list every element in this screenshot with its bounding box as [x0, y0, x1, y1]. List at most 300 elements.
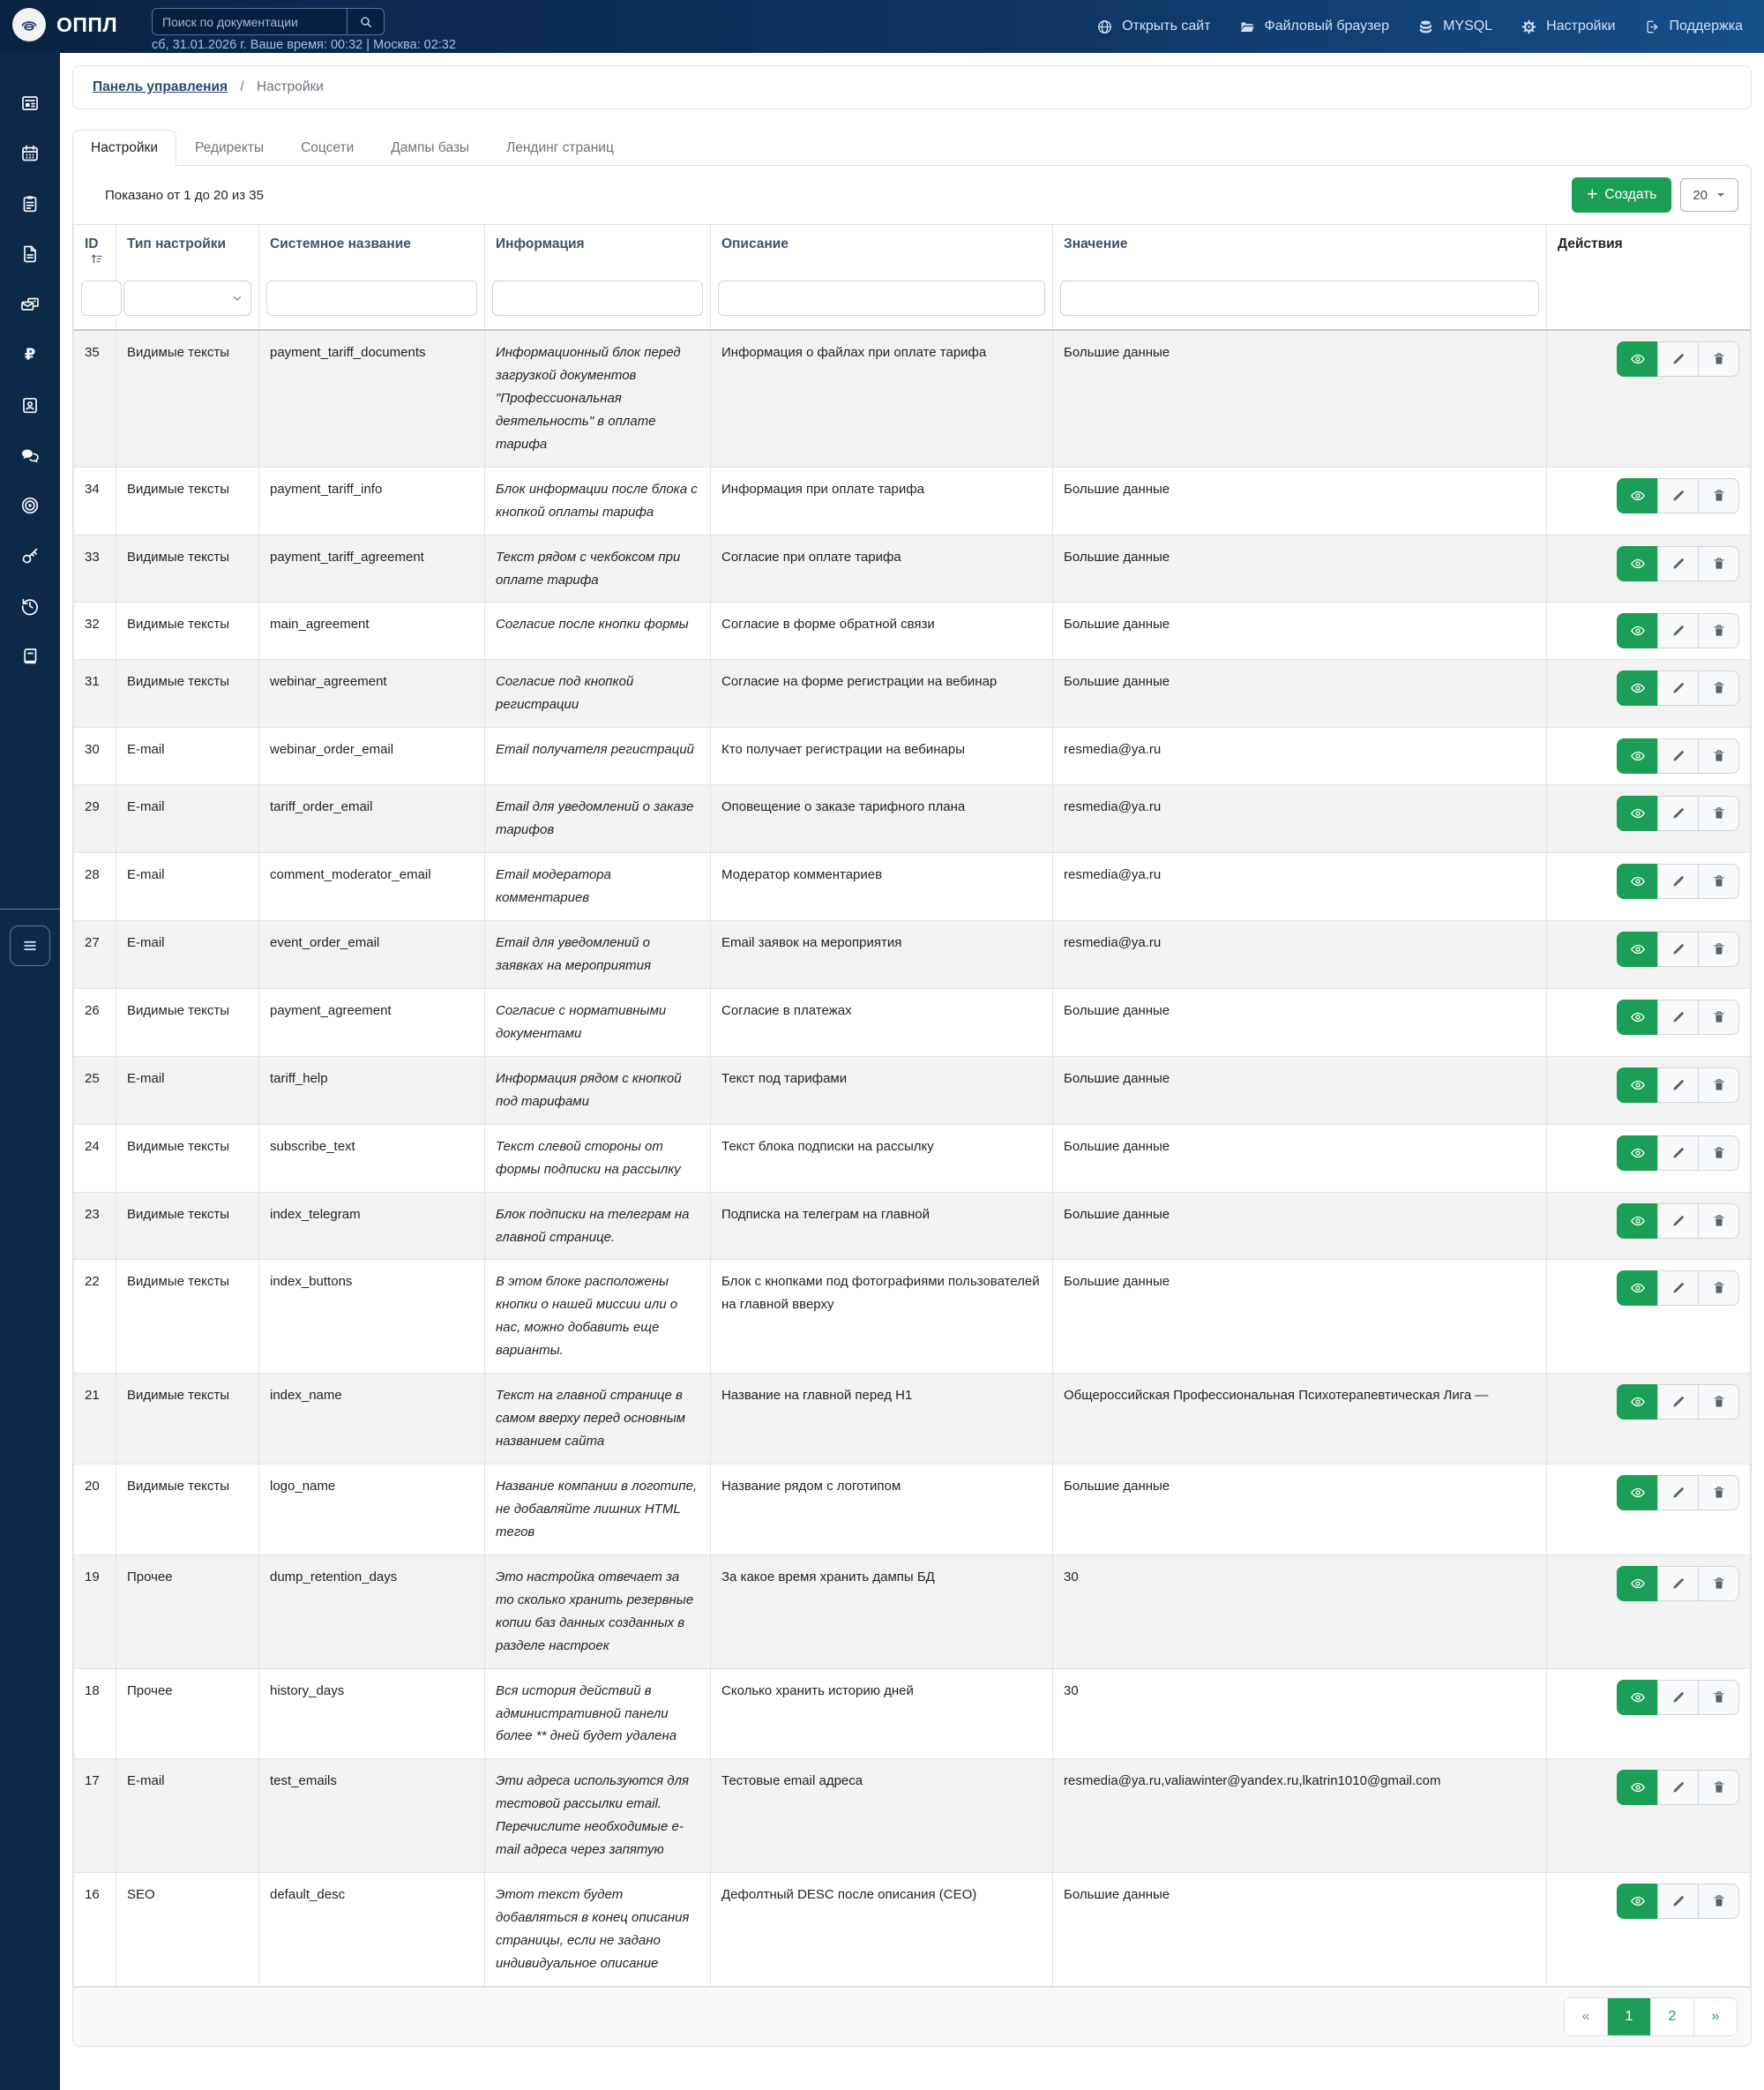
plus-icon: +	[1587, 184, 1598, 205]
view-button[interactable]	[1617, 864, 1658, 899]
edit-button[interactable]	[1657, 1135, 1699, 1171]
row-action-group	[1617, 1270, 1739, 1306]
breadcrumb-link-dashboard[interactable]: Панель управления	[93, 79, 228, 94]
badge-icon	[19, 394, 41, 416]
table-body	[74, 330, 1751, 1986]
cell-value: Большие данные	[1053, 330, 1547, 467]
top-navbar	[0, 0, 1764, 53]
cell-system-name: subscribe_text	[259, 1124, 485, 1192]
view-button[interactable]	[1617, 738, 1658, 774]
pagination	[1564, 1997, 1738, 2036]
cell-system-name: dump_retention_days	[259, 1554, 485, 1668]
column-header-значение	[1053, 225, 1547, 274]
filter-info-input[interactable]	[492, 281, 703, 316]
edit-button[interactable]	[1657, 1680, 1699, 1715]
cell-actions	[1547, 728, 1751, 785]
delete-button[interactable]	[1698, 1203, 1739, 1239]
delete-button[interactable]	[1698, 1566, 1739, 1601]
eye-icon	[1630, 1145, 1646, 1161]
tab-social[interactable]: Соцсети	[301, 140, 355, 155]
edit-button[interactable]	[1657, 864, 1699, 899]
edit-button[interactable]	[1657, 546, 1699, 581]
pencil-icon	[1671, 748, 1686, 764]
view-button[interactable]	[1617, 1203, 1658, 1239]
edit-button[interactable]	[1657, 1270, 1699, 1306]
cell-type: E-mail	[116, 1759, 259, 1873]
cell-info: Этот текст будет добавляться в конец описания страницы, если не задано индивидуальное описание	[485, 1873, 711, 1987]
settings-card	[72, 165, 1752, 2047]
pencil-icon	[1671, 623, 1686, 639]
cell-type: Видимые тексты	[116, 603, 259, 660]
mail-icon	[19, 294, 41, 315]
sidebar-item-target[interactable]	[0, 480, 60, 530]
pagination-page-1-button[interactable]: 1	[1607, 1998, 1650, 2035]
cell-actions	[1547, 785, 1751, 853]
cell-info: Название компании в логотипе, не добавляйте лишних HTML тегов	[485, 1464, 711, 1555]
sidebar-item-book[interactable]	[0, 631, 60, 681]
cell-system-name: tariff_order_email	[259, 785, 485, 853]
navbar-link-label: Файловый браузер	[1264, 19, 1390, 34]
delete-button[interactable]	[1698, 1680, 1739, 1715]
navbar-link-settings[interactable]	[1521, 19, 1615, 35]
column-header-тип-настройки	[116, 225, 259, 274]
filter-description-input[interactable]	[718, 281, 1045, 316]
sidebar-item-calendar[interactable]	[0, 128, 60, 178]
cell-value: 30	[1053, 1554, 1547, 1668]
cell-info: Согласие под кнопкой регистрации	[485, 660, 711, 728]
filter-type-select[interactable]	[123, 281, 251, 316]
book-icon	[19, 646, 41, 667]
sidebar-toggle-button[interactable]	[10, 925, 50, 966]
search-input[interactable]	[153, 9, 347, 34]
table-row	[74, 988, 1751, 1056]
cell-description: Оповещение о заказе тарифного плана	[711, 785, 1053, 853]
search-icon	[359, 15, 373, 29]
cell-actions	[1547, 1464, 1751, 1555]
cell-type: Видимые тексты	[116, 988, 259, 1056]
cell-id: 29	[74, 785, 116, 853]
cell-value: Общероссийская Профессиональная Психотерапевтическая Лига —	[1053, 1374, 1547, 1464]
column-header-действия	[1547, 225, 1751, 274]
cell-system-name: webinar_order_email	[259, 728, 485, 785]
trash-icon	[1711, 1077, 1727, 1093]
cell-description: Согласие в платежах	[711, 988, 1053, 1056]
eye-icon	[1630, 351, 1646, 367]
view-button[interactable]	[1617, 341, 1658, 377]
eye-icon	[1630, 1280, 1646, 1296]
row-action-group	[1617, 478, 1739, 513]
sidebar-item-newspaper[interactable]	[0, 78, 60, 128]
row-action-group	[1617, 1680, 1739, 1715]
cell-actions	[1547, 330, 1751, 467]
column-header-label: Действия	[1558, 236, 1623, 251]
cell-actions	[1547, 988, 1751, 1056]
cell-system-name: history_days	[259, 1668, 485, 1759]
pencil-icon	[1671, 1689, 1686, 1705]
cell-system-name: default_desc	[259, 1873, 485, 1987]
cell-id: 32	[74, 603, 116, 660]
trash-icon	[1711, 351, 1727, 367]
delete-button[interactable]	[1698, 1384, 1739, 1420]
edit-button[interactable]	[1657, 1384, 1699, 1420]
eye-icon	[1630, 805, 1646, 821]
cell-id: 26	[74, 988, 116, 1056]
delete-button[interactable]	[1698, 1000, 1739, 1035]
newspaper-icon	[19, 93, 41, 114]
database-icon	[1417, 19, 1434, 35]
page-size-value: 20	[1693, 187, 1708, 203]
edit-button[interactable]	[1657, 1067, 1699, 1103]
view-button[interactable]	[1617, 1000, 1658, 1035]
tab-settings[interactable]: Настройки	[72, 130, 176, 166]
cell-description: Дефолтный DESC после описания (СЕО)	[711, 1873, 1053, 1987]
cell-actions	[1547, 1056, 1751, 1124]
delete-button[interactable]	[1698, 796, 1739, 831]
view-button[interactable]	[1617, 1680, 1658, 1715]
ruble-icon	[19, 344, 41, 365]
cell-info: Текст рядом с чекбоксом при оплате тарифа	[485, 535, 711, 603]
datetime-text: сб, 31.01.2026 г. Ваше время: 00:32 | Москва: 02:32	[152, 38, 456, 52]
view-button[interactable]	[1617, 670, 1658, 706]
pencil-icon	[1671, 1394, 1686, 1410]
cell-description: Текст под тарифами	[711, 1056, 1053, 1124]
comments-icon	[19, 445, 41, 466]
delete-button[interactable]	[1698, 1067, 1739, 1103]
cell-description: Текст блока подписки на рассылку	[711, 1124, 1053, 1192]
trash-icon	[1711, 805, 1727, 821]
navbar-link-file-browser[interactable]	[1239, 19, 1390, 35]
eye-icon	[1630, 1576, 1646, 1592]
cell-value: resmedia@ya.ru	[1053, 728, 1547, 785]
eye-icon	[1630, 1893, 1646, 1909]
delete-button[interactable]	[1698, 478, 1739, 513]
eye-icon	[1630, 556, 1646, 572]
sidebar-item-clipboard[interactable]	[0, 178, 60, 228]
cell-value: resmedia@ya.ru	[1053, 785, 1547, 853]
cell-info: Email для уведомлений о заказе тарифов	[485, 785, 711, 853]
pencil-icon	[1671, 680, 1686, 696]
cell-info: Email для уведомлений о заявках на мероприятия	[485, 921, 711, 989]
edit-button[interactable]	[1657, 1000, 1699, 1035]
pencil-icon	[1671, 1485, 1686, 1501]
chevron-down-icon	[1715, 190, 1726, 200]
sidebar-item-badge[interactable]	[0, 379, 60, 430]
brand-name: ОППЛ	[56, 12, 118, 36]
view-button[interactable]	[1617, 1770, 1658, 1805]
pagination-next-button[interactable]: »	[1693, 1998, 1737, 2035]
brand[interactable]	[12, 8, 152, 41]
cell-value: Большие данные	[1053, 603, 1547, 660]
delete-button[interactable]	[1698, 932, 1739, 967]
cell-description: Блок с кнопками под фотографиями пользователей на главной вверху	[711, 1260, 1053, 1374]
pencil-icon	[1671, 941, 1686, 957]
cell-description: Сколько хранить историю дней	[711, 1668, 1053, 1759]
view-button[interactable]	[1617, 932, 1658, 967]
navbar-link-open-site[interactable]	[1096, 19, 1210, 35]
cell-description: Тестовые email адреса	[711, 1759, 1053, 1873]
eye-icon	[1630, 941, 1646, 957]
trash-icon	[1711, 1394, 1727, 1410]
row-action-group	[1617, 1770, 1739, 1805]
table-row	[74, 1873, 1751, 1987]
delete-button[interactable]	[1698, 546, 1739, 581]
eye-icon	[1630, 488, 1646, 504]
filter-cell	[74, 273, 116, 330]
table-row	[74, 921, 1751, 989]
trash-icon	[1711, 1485, 1727, 1501]
sidebar-item-key[interactable]	[0, 530, 60, 581]
navbar-link-label: MYSQL	[1443, 19, 1493, 34]
row-action-group	[1617, 1203, 1739, 1239]
cell-type: Видимые тексты	[116, 330, 259, 467]
trash-icon	[1711, 1280, 1727, 1296]
view-button[interactable]	[1617, 546, 1658, 581]
edit-button[interactable]	[1657, 613, 1699, 648]
row-action-group	[1617, 1000, 1739, 1035]
pagination-page-2-button[interactable]: 2	[1650, 1998, 1693, 2035]
trash-icon	[1711, 1779, 1727, 1795]
delete-button[interactable]	[1698, 1135, 1739, 1171]
cell-value: Большие данные	[1053, 535, 1547, 603]
table-row	[74, 467, 1751, 535]
view-button[interactable]	[1617, 613, 1658, 648]
row-action-group	[1617, 738, 1739, 774]
page-size-dropdown[interactable]	[1680, 178, 1738, 212]
view-button[interactable]	[1617, 1067, 1658, 1103]
pencil-icon	[1671, 1893, 1686, 1909]
eye-icon	[1630, 680, 1646, 696]
navbar-link-mysql[interactable]	[1417, 19, 1492, 35]
cell-actions	[1547, 535, 1751, 603]
filter-system-name-input[interactable]	[266, 281, 477, 316]
navbar-link-support[interactable]	[1644, 19, 1743, 35]
edit-button[interactable]	[1657, 1566, 1699, 1601]
cell-value: Большие данные	[1053, 1873, 1547, 1987]
cell-actions	[1547, 921, 1751, 989]
eye-icon	[1630, 873, 1646, 889]
sidebar-item-comments[interactable]	[0, 430, 60, 480]
filter-type-select[interactable]	[123, 281, 251, 316]
cell-system-name: payment_tariff_documents	[259, 330, 485, 467]
view-button[interactable]	[1617, 1270, 1658, 1306]
table-row	[74, 853, 1751, 921]
tab-redirects[interactable]: Редиректы	[195, 140, 265, 155]
edit-button[interactable]	[1657, 341, 1699, 377]
column-header-label: Системное название	[270, 236, 411, 251]
cell-value: Большие данные	[1053, 988, 1547, 1056]
table-row	[74, 1668, 1751, 1759]
column-header-label: Значение	[1064, 236, 1128, 251]
showing-count-text: Показано от 1 до 20 из 35	[105, 187, 264, 203]
create-button-label: Создать	[1604, 187, 1657, 202]
cell-id: 21	[74, 1374, 116, 1464]
edit-button[interactable]	[1657, 932, 1699, 967]
delete-button[interactable]	[1698, 1884, 1739, 1919]
edit-button[interactable]	[1657, 1475, 1699, 1510]
cell-id: 17	[74, 1759, 116, 1873]
cell-info: Это настройка отвечает за то сколько хранить резервные копии баз данных созданных в разделе настроек	[485, 1554, 711, 1668]
row-action-group	[1617, 864, 1739, 899]
column-header-информация	[485, 225, 711, 274]
cell-type: SEO	[116, 1873, 259, 1987]
cell-value: 30	[1053, 1668, 1547, 1759]
svg-text:₽: ₽	[24, 345, 36, 363]
cell-description: Согласие на форме регистрации на вебинар	[711, 660, 1053, 728]
table-header-row	[74, 225, 1751, 274]
table-row	[74, 728, 1751, 785]
cell-description: Модератор комментариев	[711, 853, 1053, 921]
column-header-описание	[711, 225, 1053, 274]
view-button[interactable]	[1617, 1135, 1658, 1171]
sidebar-item-history[interactable]	[0, 581, 60, 631]
delete-button[interactable]	[1698, 613, 1739, 648]
cell-actions	[1547, 1873, 1751, 1987]
folder-icon	[1239, 19, 1256, 35]
cell-system-name: test_emails	[259, 1759, 485, 1873]
create-button[interactable]	[1572, 177, 1671, 213]
cell-system-name: payment_tariff_info	[259, 467, 485, 535]
eye-icon	[1630, 1009, 1646, 1025]
cell-system-name: tariff_help	[259, 1056, 485, 1124]
edit-button[interactable]	[1657, 1203, 1699, 1239]
key-icon	[19, 545, 41, 566]
trash-icon	[1711, 556, 1727, 572]
trash-icon	[1711, 1145, 1727, 1161]
delete-button[interactable]	[1698, 1270, 1739, 1306]
delete-button[interactable]	[1698, 864, 1739, 899]
cell-system-name: logo_name	[259, 1464, 485, 1555]
breadcrumb-separator: /	[240, 79, 244, 94]
cell-type: Видимые тексты	[116, 535, 259, 603]
pencil-icon	[1671, 1213, 1686, 1229]
delete-button[interactable]	[1698, 1475, 1739, 1510]
sidebar-item-file[interactable]	[0, 228, 60, 279]
eye-icon	[1630, 748, 1646, 764]
table-filter-row	[74, 273, 1751, 330]
table-row	[74, 1759, 1751, 1873]
view-button[interactable]	[1617, 1475, 1658, 1510]
filter-id-input[interactable]	[81, 281, 122, 316]
cell-actions	[1547, 1554, 1751, 1668]
menu-icon	[21, 937, 39, 955]
navbar-search-area	[152, 8, 456, 52]
view-button[interactable]	[1617, 796, 1658, 831]
view-button[interactable]	[1617, 1884, 1658, 1919]
cell-type: E-mail	[116, 785, 259, 853]
row-action-group	[1617, 613, 1739, 648]
cell-type: Видимые тексты	[116, 1374, 259, 1464]
cell-system-name: event_order_email	[259, 921, 485, 989]
table-row	[74, 1124, 1751, 1192]
view-button[interactable]	[1617, 1384, 1658, 1420]
cell-id: 24	[74, 1124, 116, 1192]
breadcrumb-current: Настройки	[256, 79, 324, 94]
edit-button[interactable]	[1657, 478, 1699, 513]
edit-button[interactable]	[1657, 1770, 1699, 1805]
edit-button[interactable]	[1657, 670, 1699, 706]
sort-icon[interactable]	[90, 252, 103, 266]
cell-type: Видимые тексты	[116, 1124, 259, 1192]
history-icon	[19, 596, 41, 617]
cell-description: Кто получает регистрации на вебинары	[711, 728, 1053, 785]
cell-description: Email заявок на мероприятия	[711, 921, 1053, 989]
sidebar	[0, 53, 60, 2090]
cell-type: E-mail	[116, 728, 259, 785]
row-action-group	[1617, 932, 1739, 967]
cell-system-name: main_agreement	[259, 603, 485, 660]
edit-button[interactable]	[1657, 1884, 1699, 1919]
trash-icon	[1711, 1893, 1727, 1909]
pagination-prev-button[interactable]: «	[1565, 1998, 1607, 2035]
search-button[interactable]	[347, 9, 384, 34]
cell-info: Текст слевой стороны от формы подписки на рассылку	[485, 1124, 711, 1192]
filter-value-input[interactable]	[1060, 281, 1539, 316]
cell-value: resmedia@ya.ru,valiawinter@yandex.ru,lkatrin1010@gmail.com	[1053, 1759, 1547, 1873]
cell-type: Видимые тексты	[116, 1260, 259, 1374]
cell-info: Информация рядом с кнопкой под тарифами	[485, 1056, 711, 1124]
file-icon	[19, 243, 41, 265]
table-row	[74, 1554, 1751, 1668]
view-button[interactable]	[1617, 478, 1658, 513]
column-header-системное-название	[259, 225, 485, 274]
cell-value: resmedia@ya.ru	[1053, 853, 1547, 921]
delete-button[interactable]	[1698, 341, 1739, 377]
row-action-group	[1617, 1884, 1739, 1919]
cell-system-name: webinar_agreement	[259, 660, 485, 728]
cell-description: Информация при оплате тарифа	[711, 467, 1053, 535]
delete-button[interactable]	[1698, 1770, 1739, 1805]
sidebar-item-ruble[interactable]	[0, 329, 60, 379]
cell-value: Большие данные	[1053, 660, 1547, 728]
cell-description: За какое время хранить дампы БД	[711, 1554, 1053, 1668]
cell-type: Видимые тексты	[116, 660, 259, 728]
view-button[interactable]	[1617, 1566, 1658, 1601]
pencil-icon	[1671, 805, 1686, 821]
table-row	[74, 660, 1751, 728]
edit-button[interactable]	[1657, 738, 1699, 774]
cell-type: Видимые тексты	[116, 467, 259, 535]
trash-icon	[1711, 748, 1727, 764]
tab-db-dumps[interactable]: Дампы базы	[391, 140, 470, 155]
pencil-icon	[1671, 556, 1686, 572]
logo-icon	[12, 8, 46, 41]
cell-type: Прочее	[116, 1554, 259, 1668]
table-row	[74, 785, 1751, 853]
pencil-icon	[1671, 1779, 1686, 1795]
table-row	[74, 603, 1751, 660]
cell-system-name: index_telegram	[259, 1192, 485, 1260]
column-header-label: Информация	[496, 236, 585, 251]
delete-button[interactable]	[1698, 670, 1739, 706]
cell-type: E-mail	[116, 1056, 259, 1124]
navbar-link-label: Поддержка	[1669, 19, 1743, 34]
tab-landing-pages[interactable]: Лендинг страниц	[506, 140, 614, 155]
settings-table	[73, 224, 1751, 1987]
table-row	[74, 1192, 1751, 1260]
edit-button[interactable]	[1657, 796, 1699, 831]
cell-id: 22	[74, 1260, 116, 1374]
delete-button[interactable]	[1698, 738, 1739, 774]
trash-icon	[1711, 680, 1727, 696]
navbar-link-label: Открыть сайт	[1122, 19, 1211, 34]
cell-type: Видимые тексты	[116, 1464, 259, 1555]
pencil-icon	[1671, 1145, 1686, 1161]
sidebar-item-mail[interactable]	[0, 279, 60, 329]
trash-icon	[1711, 623, 1727, 639]
trash-icon	[1711, 1576, 1727, 1592]
cell-value: Большие данные	[1053, 1260, 1547, 1374]
table-row	[74, 330, 1751, 467]
